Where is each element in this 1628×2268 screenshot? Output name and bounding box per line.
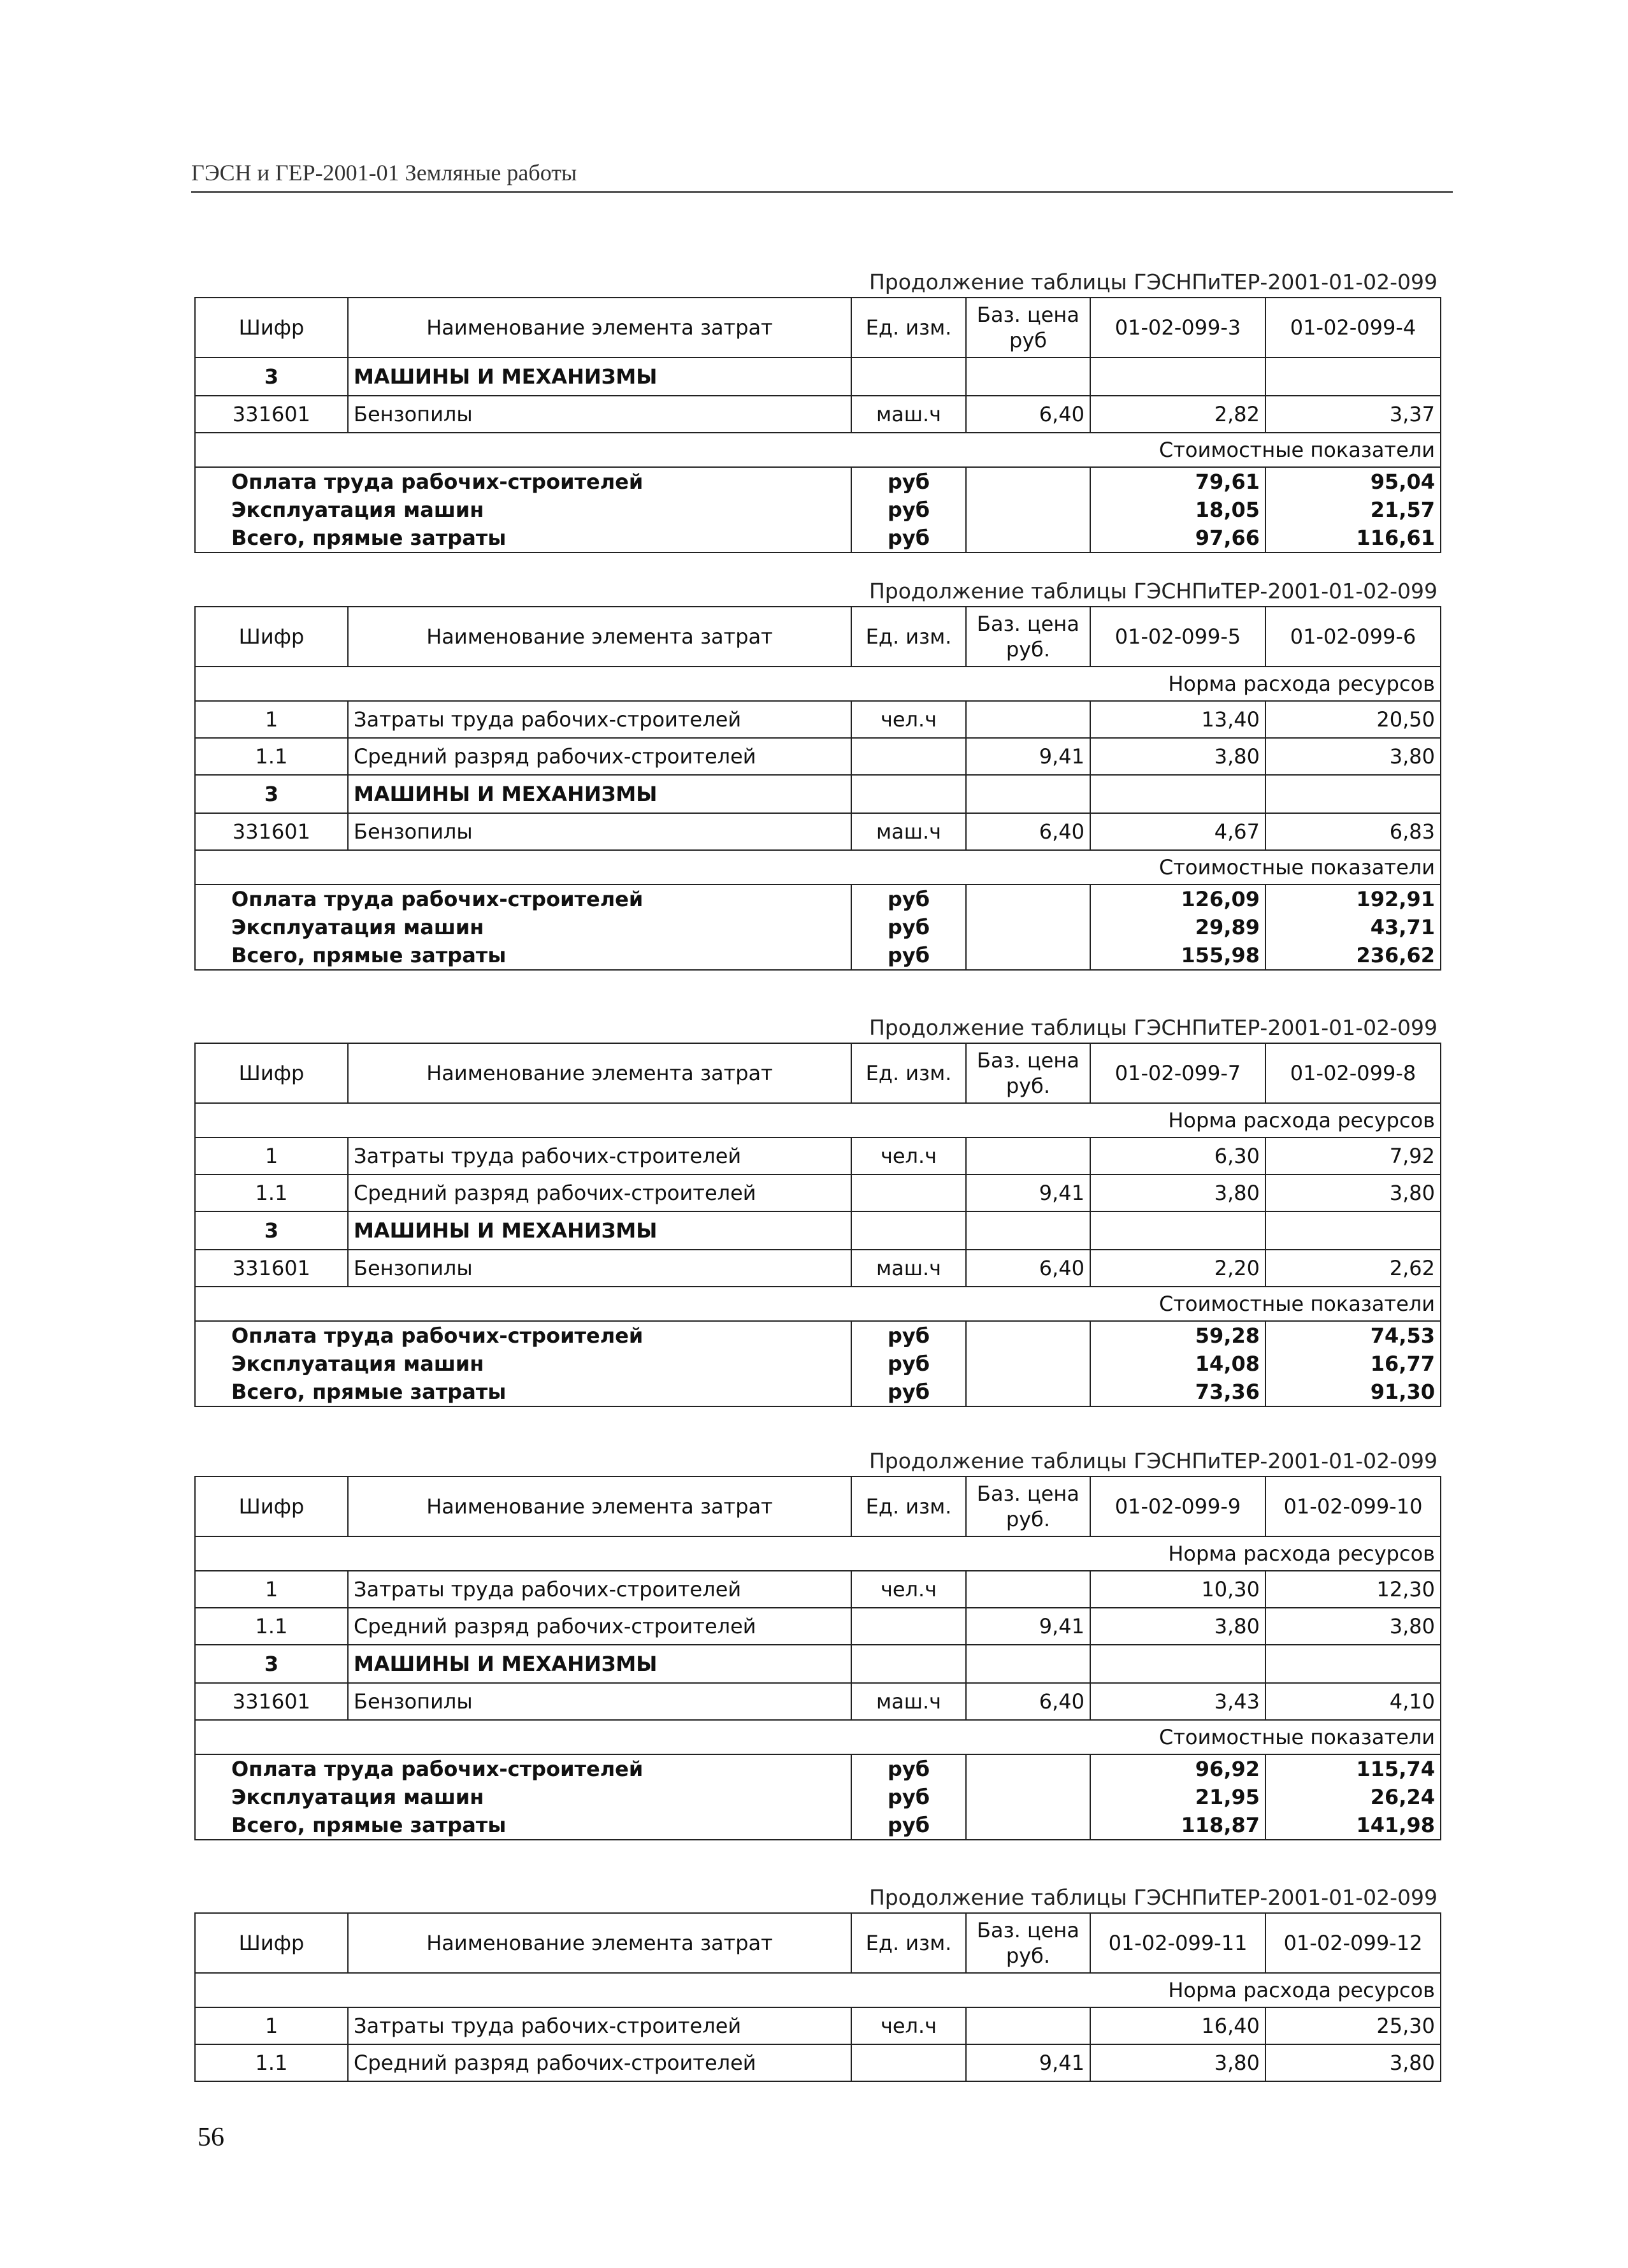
- header-col2: 01-02-099-8: [1265, 1043, 1441, 1103]
- header-unit: Ед. изм.: [851, 1477, 966, 1536]
- summary-value-col2: 192,91: [1265, 885, 1441, 913]
- row-base-price: [966, 701, 1090, 738]
- section-separator: [195, 1973, 1441, 2007]
- row-unit: чел.ч: [851, 1571, 966, 1608]
- header-name: Наименование элемента затрат: [348, 298, 851, 358]
- summary-row: [195, 1350, 1441, 1378]
- table-row: [195, 775, 1441, 813]
- header-col1: 01-02-099-5: [1090, 607, 1265, 667]
- summary-value-col1: 59,28: [1090, 1321, 1265, 1350]
- summary-row: [195, 1321, 1441, 1350]
- header-name: Наименование элемента затрат: [348, 607, 851, 667]
- row-name: МАШИНЫ И МЕХАНИЗМЫ: [348, 775, 851, 813]
- summary-row: [195, 1783, 1441, 1811]
- summary-value-col2: 74,53: [1265, 1321, 1441, 1350]
- summary-value-col1: 96,92: [1090, 1754, 1265, 1783]
- table-row: [195, 2044, 1441, 2081]
- row-unit: чел.ч: [851, 701, 966, 738]
- row-value-col1: 16,40: [1090, 2007, 1265, 2044]
- row-name: Средний разряд рабочих-строителей: [348, 1608, 851, 1645]
- row-base-price: 9,41: [966, 1174, 1090, 1211]
- header-price: Баз. цена руб.: [966, 1477, 1090, 1536]
- row-value-col1: [1090, 358, 1265, 396]
- row-unit: маш.ч: [851, 1250, 966, 1287]
- summary-label: Оплата труда рабочих-строителей: [195, 1754, 851, 1783]
- row-base-price: 6,40: [966, 1683, 1090, 1720]
- table-row: [195, 358, 1441, 396]
- table-row: [195, 1645, 1441, 1683]
- row-base-price: [966, 775, 1090, 813]
- summary-price-empty: [966, 1783, 1090, 1811]
- summary-label: Оплата труда рабочих-строителей: [195, 467, 851, 496]
- row-code: 3: [195, 775, 348, 813]
- row-base-price: 9,41: [966, 1608, 1090, 1645]
- header-row: [195, 1043, 1441, 1103]
- summary-unit: руб: [851, 496, 966, 524]
- row-base-price: 6,40: [966, 396, 1090, 433]
- row-name: Затраты труда рабочих-строителей: [348, 1571, 851, 1608]
- row-value-col1: 6,30: [1090, 1138, 1265, 1174]
- header-row: [195, 1913, 1441, 1973]
- row-value-col2: [1265, 1645, 1441, 1683]
- row-code: 3: [195, 358, 348, 396]
- row-value-col1: 3,80: [1090, 2044, 1265, 2081]
- row-code: 1.1: [195, 2044, 348, 2081]
- row-base-price: [966, 1138, 1090, 1174]
- table-caption: Продолжение таблицы ГЭСНПиТЕР-2001-01-02-099: [868, 270, 1437, 294]
- summary-row: [195, 467, 1441, 496]
- row-name: Бензопилы: [348, 1250, 851, 1287]
- row-base-price: 6,40: [966, 813, 1090, 850]
- summary-price-empty: [966, 1811, 1090, 1840]
- summary-price-empty: [966, 885, 1090, 913]
- estimate-table-block: [194, 268, 1440, 553]
- table-row: [195, 1174, 1441, 1211]
- row-value-col1: [1090, 1211, 1265, 1250]
- row-unit: чел.ч: [851, 2007, 966, 2044]
- table-row: [195, 2007, 1441, 2044]
- row-base-price: [966, 1211, 1090, 1250]
- summary-value-col2: 141,98: [1265, 1811, 1441, 1840]
- row-value-col2: 25,30: [1265, 2007, 1441, 2044]
- page-number: 56: [198, 2123, 224, 2152]
- row-name: Затраты труда рабочих-строителей: [348, 2007, 851, 2044]
- row-value-col1: 2,82: [1090, 396, 1265, 433]
- row-value-col2: 6,83: [1265, 813, 1441, 850]
- row-unit: [851, 1608, 966, 1645]
- row-code: 1: [195, 2007, 348, 2044]
- summary-unit: руб: [851, 467, 966, 496]
- summary-value-col1: 18,05: [1090, 496, 1265, 524]
- summary-value-col2: 21,57: [1265, 496, 1441, 524]
- row-name: Средний разряд рабочих-строителей: [348, 1174, 851, 1211]
- summary-price-empty: [966, 941, 1090, 970]
- row-value-col1: 3,43: [1090, 1683, 1265, 1720]
- table-row: [195, 1250, 1441, 1287]
- row-code: 1.1: [195, 1608, 348, 1645]
- summary-value-col1: 155,98: [1090, 941, 1265, 970]
- summary-value-col2: 16,77: [1265, 1350, 1441, 1378]
- summary-label: Всего, прямые затраты: [195, 1811, 851, 1840]
- summary-unit: руб: [851, 1783, 966, 1811]
- cost-indicators-label: Стоимостные показатели: [195, 1720, 1441, 1754]
- section-separator: [195, 850, 1441, 885]
- header-price: Баз. цена руб: [966, 298, 1090, 358]
- row-value-col2: 4,10: [1265, 1683, 1441, 1720]
- header-col1: 01-02-099-11: [1090, 1913, 1265, 1973]
- header-code: Шифр: [195, 1913, 348, 1973]
- header-unit: Ед. изм.: [851, 1913, 966, 1973]
- header-price: Баз. цена руб.: [966, 1043, 1090, 1103]
- row-unit: [851, 775, 966, 813]
- section-separator: [195, 1103, 1441, 1138]
- summary-label: Всего, прямые затраты: [195, 941, 851, 970]
- table-row: [195, 1608, 1441, 1645]
- row-name: Средний разряд рабочих-строителей: [348, 2044, 851, 2081]
- header-name: Наименование элемента затрат: [348, 1913, 851, 1973]
- row-code: 331601: [195, 396, 348, 433]
- row-value-col2: 2,62: [1265, 1250, 1441, 1287]
- header-col2: 01-02-099-10: [1265, 1477, 1441, 1536]
- header-col1: 01-02-099-7: [1090, 1043, 1265, 1103]
- row-value-col1: 3,80: [1090, 738, 1265, 775]
- resources-norm-label: Норма расхода ресурсов: [195, 1103, 1441, 1138]
- header-rule: [191, 191, 1453, 193]
- summary-label: Оплата труда рабочих-строителей: [195, 885, 851, 913]
- summary-row: [195, 941, 1441, 970]
- summary-value-col1: 21,95: [1090, 1783, 1265, 1811]
- row-value-col1: 3,80: [1090, 1608, 1265, 1645]
- estimate-table: [194, 606, 1441, 971]
- row-code: 331601: [195, 813, 348, 850]
- summary-unit: руб: [851, 1350, 966, 1378]
- cost-indicators-label: Стоимостные показатели: [195, 850, 1441, 885]
- row-value-col2: 7,92: [1265, 1138, 1441, 1174]
- row-base-price: 9,41: [966, 2044, 1090, 2081]
- row-code: 331601: [195, 1683, 348, 1720]
- row-unit: [851, 738, 966, 775]
- summary-row: [195, 913, 1441, 941]
- header-price: Баз. цена руб.: [966, 607, 1090, 667]
- header-unit: Ед. изм.: [851, 607, 966, 667]
- estimate-table: [194, 1912, 1441, 2082]
- row-name: Затраты труда рабочих-строителей: [348, 701, 851, 738]
- table-caption: Продолжение таблицы ГЭСНПиТЕР-2001-01-02-099: [868, 1015, 1437, 1040]
- row-unit: маш.ч: [851, 1683, 966, 1720]
- estimate-table: [194, 1043, 1441, 1407]
- summary-value-col1: 126,09: [1090, 885, 1265, 913]
- header-col2: 01-02-099-6: [1265, 607, 1441, 667]
- row-unit: маш.ч: [851, 813, 966, 850]
- summary-value-col2: 91,30: [1265, 1378, 1441, 1406]
- row-base-price: [966, 1571, 1090, 1608]
- section-separator: [195, 1287, 1441, 1321]
- table-caption: Продолжение таблицы ГЭСНПиТЕР-2001-01-02-099: [868, 579, 1437, 603]
- table-row: [195, 813, 1441, 850]
- row-unit: [851, 2044, 966, 2081]
- summary-value-col2: 26,24: [1265, 1783, 1441, 1811]
- row-value-col1: 10,30: [1090, 1571, 1265, 1608]
- summary-price-empty: [966, 1350, 1090, 1378]
- row-value-col2: 3,80: [1265, 1174, 1441, 1211]
- summary-label: Эксплуатация машин: [195, 913, 851, 941]
- row-base-price: [966, 2007, 1090, 2044]
- row-value-col2: 3,80: [1265, 2044, 1441, 2081]
- estimate-table-block: [194, 1447, 1440, 1840]
- summary-value-col2: 95,04: [1265, 467, 1441, 496]
- summary-label: Эксплуатация машин: [195, 1350, 851, 1378]
- row-code: 3: [195, 1211, 348, 1250]
- row-unit: [851, 1645, 966, 1683]
- summary-price-empty: [966, 1754, 1090, 1783]
- table-caption: Продолжение таблицы ГЭСНПиТЕР-2001-01-02-099: [868, 1885, 1437, 1910]
- row-value-col1: 13,40: [1090, 701, 1265, 738]
- row-value-col2: 3,37: [1265, 396, 1441, 433]
- row-code: 1: [195, 1138, 348, 1174]
- header-code: Шифр: [195, 298, 348, 358]
- running-head: ГЭСН и ГЕР-2001-01 Земляные работы: [191, 160, 577, 185]
- summary-price-empty: [966, 467, 1090, 496]
- section-separator: [195, 1536, 1441, 1571]
- row-value-col2: [1265, 1211, 1441, 1250]
- row-base-price: 6,40: [966, 1250, 1090, 1287]
- row-base-price: 9,41: [966, 738, 1090, 775]
- summary-row: [195, 1811, 1441, 1840]
- header-unit: Ед. изм.: [851, 1043, 966, 1103]
- summary-unit: руб: [851, 1811, 966, 1840]
- summary-label: Эксплуатация машин: [195, 496, 851, 524]
- summary-unit: руб: [851, 524, 966, 553]
- section-separator: [195, 1720, 1441, 1754]
- table-row: [195, 1138, 1441, 1174]
- header-row: [195, 1477, 1441, 1536]
- summary-price-empty: [966, 1321, 1090, 1350]
- summary-row: [195, 885, 1441, 913]
- summary-unit: руб: [851, 913, 966, 941]
- summary-row: [195, 496, 1441, 524]
- header-price: Баз. цена руб.: [966, 1913, 1090, 1973]
- row-value-col1: [1090, 1645, 1265, 1683]
- summary-label: Всего, прямые затраты: [195, 524, 851, 553]
- summary-value-col1: 29,89: [1090, 913, 1265, 941]
- row-value-col2: [1265, 775, 1441, 813]
- summary-value-col2: 43,71: [1265, 913, 1441, 941]
- row-name: МАШИНЫ И МЕХАНИЗМЫ: [348, 358, 851, 396]
- row-value-col2: 3,80: [1265, 738, 1441, 775]
- summary-value-col2: 115,74: [1265, 1754, 1441, 1783]
- row-name: Бензопилы: [348, 396, 851, 433]
- row-name: Средний разряд рабочих-строителей: [348, 738, 851, 775]
- header-col2: 01-02-099-12: [1265, 1913, 1441, 1973]
- table-row: [195, 1571, 1441, 1608]
- summary-unit: руб: [851, 941, 966, 970]
- section-separator: [195, 433, 1441, 467]
- summary-price-empty: [966, 524, 1090, 553]
- summary-unit: руб: [851, 1754, 966, 1783]
- summary-price-empty: [966, 1378, 1090, 1406]
- row-value-col1: 4,67: [1090, 813, 1265, 850]
- row-value-col2: 12,30: [1265, 1571, 1441, 1608]
- summary-unit: руб: [851, 1321, 966, 1350]
- row-code: 331601: [195, 1250, 348, 1287]
- row-code: 1.1: [195, 738, 348, 775]
- row-name: Бензопилы: [348, 1683, 851, 1720]
- summary-price-empty: [966, 496, 1090, 524]
- summary-unit: руб: [851, 885, 966, 913]
- resources-norm-label: Норма расхода ресурсов: [195, 1973, 1441, 2007]
- row-name: Бензопилы: [348, 813, 851, 850]
- summary-value-col2: 116,61: [1265, 524, 1441, 553]
- summary-row: [195, 1378, 1441, 1406]
- table-row: [195, 738, 1441, 775]
- resources-norm-label: Норма расхода ресурсов: [195, 1536, 1441, 1571]
- header-name: Наименование элемента затрат: [348, 1043, 851, 1103]
- header-code: Шифр: [195, 1043, 348, 1103]
- row-base-price: [966, 1645, 1090, 1683]
- cost-indicators-label: Стоимостные показатели: [195, 433, 1441, 467]
- header-col1: 01-02-099-3: [1090, 298, 1265, 358]
- header-unit: Ед. изм.: [851, 298, 966, 358]
- summary-value-col1: 97,66: [1090, 524, 1265, 553]
- summary-value-col1: 79,61: [1090, 467, 1265, 496]
- row-unit: чел.ч: [851, 1138, 966, 1174]
- header-row: [195, 607, 1441, 667]
- estimate-table-block: [194, 1013, 1440, 1407]
- header-col1: 01-02-099-9: [1090, 1477, 1265, 1536]
- cost-indicators-label: Стоимостные показатели: [195, 1287, 1441, 1321]
- section-separator: [195, 667, 1441, 701]
- table-row: [195, 396, 1441, 433]
- row-code: 1: [195, 701, 348, 738]
- row-value-col2: 20,50: [1265, 701, 1441, 738]
- table-caption: Продолжение таблицы ГЭСНПиТЕР-2001-01-02-099: [868, 1448, 1437, 1473]
- table-row: [195, 1683, 1441, 1720]
- row-value-col1: [1090, 775, 1265, 813]
- row-base-price: [966, 358, 1090, 396]
- estimate-table: [194, 1476, 1441, 1840]
- row-value-col1: 2,20: [1090, 1250, 1265, 1287]
- row-code: 3: [195, 1645, 348, 1683]
- summary-value-col1: 118,87: [1090, 1811, 1265, 1840]
- row-name: МАШИНЫ И МЕХАНИЗМЫ: [348, 1645, 851, 1683]
- summary-price-empty: [966, 913, 1090, 941]
- row-name: МАШИНЫ И МЕХАНИЗМЫ: [348, 1211, 851, 1250]
- estimate-table-block: [194, 1883, 1440, 2082]
- summary-row: [195, 524, 1441, 553]
- table-row: [195, 1211, 1441, 1250]
- table-row: [195, 701, 1441, 738]
- summary-value-col1: 14,08: [1090, 1350, 1265, 1378]
- estimate-table: [194, 297, 1441, 553]
- row-value-col2: 3,80: [1265, 1608, 1441, 1645]
- row-unit: маш.ч: [851, 396, 966, 433]
- header-name: Наименование элемента затрат: [348, 1477, 851, 1536]
- summary-unit: руб: [851, 1378, 966, 1406]
- row-value-col1: 3,80: [1090, 1174, 1265, 1211]
- estimate-table-block: [194, 577, 1440, 971]
- header-col2: 01-02-099-4: [1265, 298, 1441, 358]
- row-name: Затраты труда рабочих-строителей: [348, 1138, 851, 1174]
- summary-label: Оплата труда рабочих-строителей: [195, 1321, 851, 1350]
- summary-label: Эксплуатация машин: [195, 1783, 851, 1811]
- row-value-col2: [1265, 358, 1441, 396]
- row-unit: [851, 358, 966, 396]
- row-code: 1: [195, 1571, 348, 1608]
- summary-row: [195, 1754, 1441, 1783]
- summary-label: Всего, прямые затраты: [195, 1378, 851, 1406]
- resources-norm-label: Норма расхода ресурсов: [195, 667, 1441, 701]
- summary-value-col2: 236,62: [1265, 941, 1441, 970]
- header-code: Шифр: [195, 607, 348, 667]
- header-row: [195, 298, 1441, 358]
- row-unit: [851, 1211, 966, 1250]
- header-code: Шифр: [195, 1477, 348, 1536]
- row-code: 1.1: [195, 1174, 348, 1211]
- row-unit: [851, 1174, 966, 1211]
- summary-value-col1: 73,36: [1090, 1378, 1265, 1406]
